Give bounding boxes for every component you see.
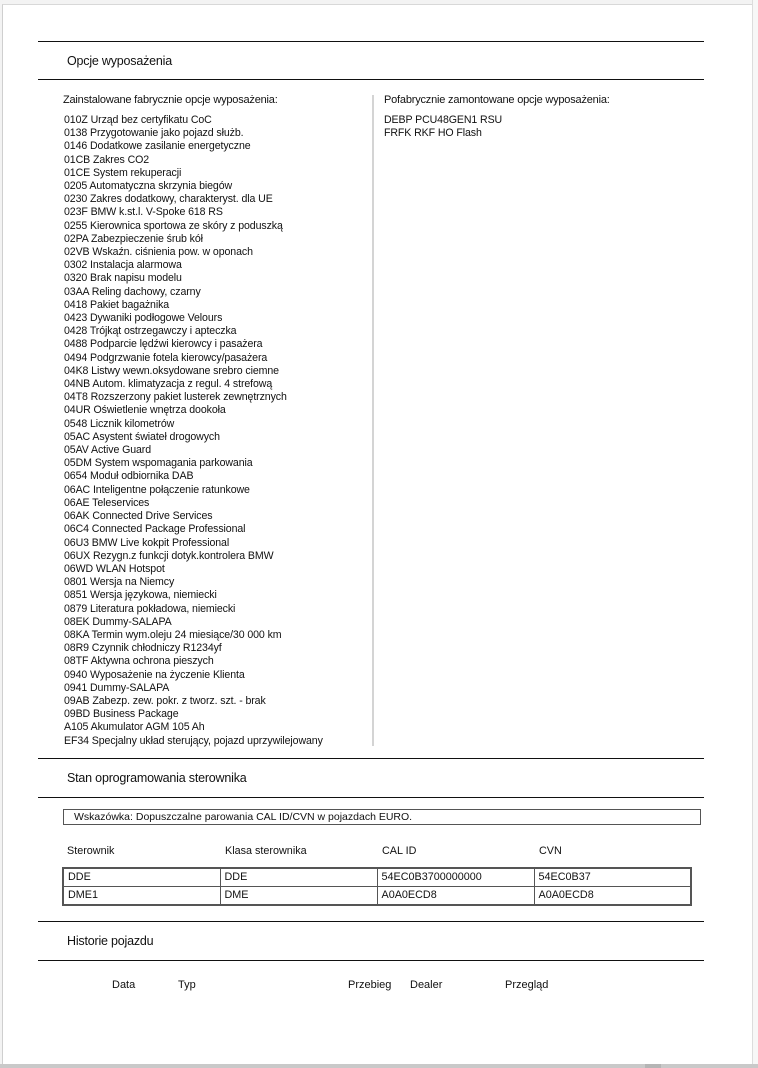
ecu-column-header: CVN	[539, 845, 562, 857]
history-section-title: Historie pojazdu	[67, 934, 154, 948]
factory-option-item: 04NB Autom. klimatyzacja z regul. 4 strefową	[64, 378, 273, 391]
factory-option-item: 06UX Rezygn.z funkcji dotyk.kontrolera BMW	[64, 549, 274, 562]
factory-option-item: 0320 Brak napisu modelu	[64, 272, 182, 285]
hint-label: Wskazówka:	[74, 811, 133, 823]
factory-options-list	[64, 114, 323, 748]
factory-option-item: 01CB Zakres CO2	[64, 153, 150, 166]
factory-option-item: 04K8 Listwy wewn.oksydowane srebro ciemne	[64, 364, 279, 377]
history-column-header: Przebieg	[348, 979, 392, 991]
ecu-column-header: Sterownik	[67, 845, 115, 857]
factory-option-item: 03AA Reling dachowy, czarny	[64, 285, 201, 298]
section-divider	[38, 797, 704, 798]
factory-option-item: 06AE Teleservices	[64, 496, 150, 509]
factory-option-item: 0255 Kierownica sportowa ze skóry z poduszką	[64, 219, 283, 232]
factory-option-item: 05AC Asystent świateł drogowych	[64, 430, 220, 443]
factory-option-item: 0654 Moduł odbiornika DAB	[64, 470, 194, 483]
factory-option-item: 09AB Zabezp. zew. pokr. z tworz. szt. - brak	[64, 694, 266, 707]
ecu-section-title: Stan oprogramowania sterownika	[67, 771, 247, 785]
hint-box	[63, 809, 701, 825]
factory-option-item: 06U3 BMW Live kokpit Professional	[64, 536, 230, 549]
factory-option-item: 0418 Pakiet bagażnika	[64, 298, 170, 311]
retrofit-option-item: FRFK RKF HO Flash	[384, 127, 482, 140]
table-row	[63, 887, 691, 906]
ecu-column-header: Klasa sterownika	[225, 845, 307, 857]
ecu-cell: A0A0ECD8	[377, 887, 534, 906]
factory-option-item: 04UR Oświetlenie wnętrza dookoła	[64, 404, 226, 417]
retrofit-options-list	[384, 114, 502, 140]
section-divider	[38, 79, 704, 80]
factory-option-item: 06AK Connected Drive Services	[64, 510, 213, 523]
column-divider	[372, 95, 374, 746]
ecu-cell: DME	[220, 887, 377, 906]
factory-option-item: 0941 Dummy-SALAPA	[64, 681, 170, 694]
horizontal-scrollbar-thumb[interactable]	[645, 1064, 661, 1068]
factory-option-item: 08EK Dummy-SALAPA	[64, 615, 172, 628]
factory-option-item: 0230 Zakres dodatkowy, charakteryst. dla UE	[64, 193, 273, 206]
retrofit-option-item: DEBP PCU48GEN1 RSU	[384, 114, 503, 126]
factory-option-item: 05AV Active Guard	[64, 444, 152, 457]
factory-option-item: 06AC Inteligentne połączenie ratunkowe	[64, 483, 250, 496]
factory-option-item: 02PA Zabezpieczenie śrub kół	[64, 232, 203, 245]
factory-option-item: 09BD Business Package	[64, 708, 179, 721]
history-column-header: Data	[112, 979, 136, 991]
factory-option-item: 02VB Wskaźn. ciśnienia pow. w oponach	[64, 246, 253, 259]
factory-option-item: 01CE System rekuperacji	[64, 166, 182, 179]
ecu-cell: DDE	[220, 868, 377, 887]
factory-option-item: A105 Akumulator AGM 105 Ah	[64, 721, 205, 734]
factory-option-item: 023F BMW k.st.l. V-Spoke 618 RS	[64, 206, 223, 219]
factory-option-item: 010Z Urząd bez certyfikatu CoC	[64, 114, 212, 126]
factory-option-item: 0940 Wyposażenie na życzenie Klienta	[64, 668, 245, 681]
factory-option-item: 04T8 Rozszerzony pakiet lusterek zewnętrznych	[64, 391, 287, 404]
factory-option-item: 0205 Automatyczna skrzynia biegów	[64, 180, 233, 193]
hint-text: Dopuszczalne parowania CAL ID/CVN w pojazdach EURO.	[132, 811, 413, 823]
ecu-table	[62, 867, 692, 906]
ecu-cell: 54EC0B37	[534, 868, 691, 887]
table-row	[63, 868, 691, 887]
ecu-column-header: CAL ID	[382, 845, 417, 857]
history-column-header: Przegląd	[505, 979, 549, 991]
ecu-cell: 54EC0B3700000000	[377, 868, 534, 887]
factory-option-item: 08KA Termin wym.oleju 24 miesiące/30 000 km	[64, 628, 282, 641]
vertical-scrollbar[interactable]	[752, 0, 758, 1068]
factory-option-item: 0423 Dywaniki podłogowe Velours	[64, 312, 223, 325]
ecu-cell: A0A0ECD8	[534, 887, 691, 906]
factory-option-item: 0146 Dodatkowe zasilanie energetyczne	[64, 140, 251, 153]
section-divider	[38, 41, 704, 42]
section-divider	[38, 758, 704, 759]
factory-option-item: 06C4 Connected Package Professional	[64, 523, 246, 536]
factory-option-item: 0494 Podgrzwanie fotela kierowcy/pasażera	[64, 351, 268, 364]
history-column-header: Typ	[178, 979, 196, 991]
ecu-cell: DME1	[63, 887, 220, 906]
factory-option-item: 08R9 Czynnik chłodniczy R1234yf	[64, 642, 222, 655]
factory-option-item: 0801 Wersja na Niemcy	[64, 576, 175, 589]
section-divider	[38, 921, 704, 922]
factory-option-item: 0548 Licznik kilometrów	[64, 417, 175, 430]
factory-option-item: 0879 Literatura pokładowa, niemiecki	[64, 602, 236, 615]
factory-option-item: 0428 Trójkąt ostrzegawczy i apteczka	[64, 325, 237, 338]
retrofit-options-heading: Pofabrycznie zamontowane opcje wyposażenia:	[384, 94, 610, 106]
factory-option-item: 0851 Wersja językowa, niemiecki	[64, 589, 217, 602]
factory-option-item: 0302 Instalacja alarmowa	[64, 259, 182, 272]
factory-option-item: 06WD WLAN Hotspot	[64, 562, 165, 575]
section-divider	[38, 960, 704, 961]
equipment-section-title: Opcje wyposażenia	[67, 54, 172, 68]
history-column-header: Dealer	[410, 979, 443, 991]
factory-option-item: 0138 Przygotowanie jako pojazd służb.	[64, 127, 244, 140]
factory-options-heading: Zainstalowane fabrycznie opcje wyposażenia:	[63, 94, 278, 106]
ecu-cell: DDE	[63, 868, 220, 887]
factory-option-item: 0488 Podparcie lędźwi kierowcy i pasażera	[64, 338, 263, 351]
horizontal-scrollbar[interactable]	[0, 1064, 758, 1068]
factory-option-item: 05DM System wspomagania parkowania	[64, 457, 253, 470]
factory-option-item: EF34 Specjalny układ sterujący, pojazd uprzywilejowany	[64, 734, 323, 747]
factory-option-item: 08TF Aktywna ochrona pieszych	[64, 655, 214, 668]
